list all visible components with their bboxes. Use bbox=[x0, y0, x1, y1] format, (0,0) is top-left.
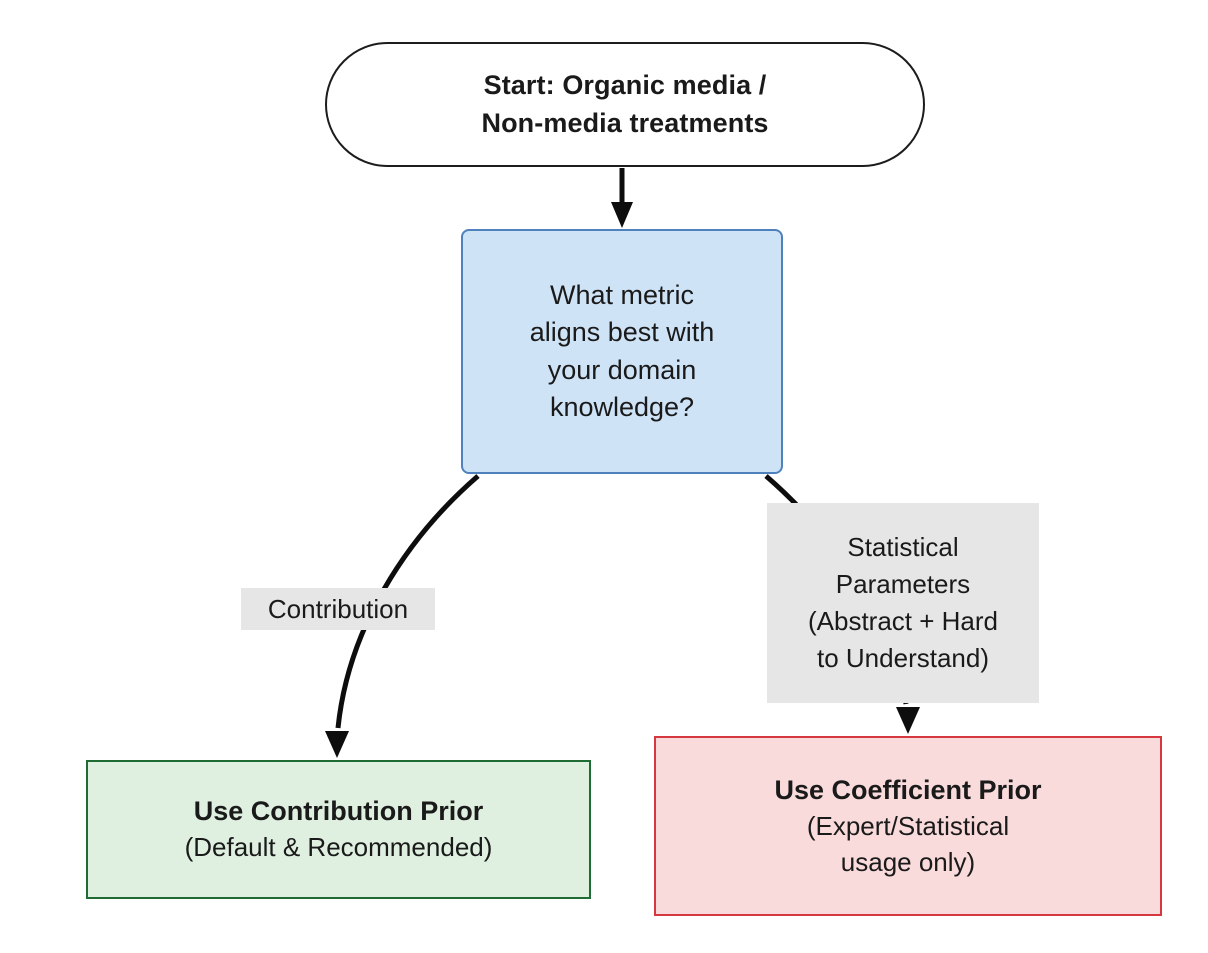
node-question-line2: aligns best with bbox=[529, 317, 715, 348]
arrowhead-question-to-coefficient bbox=[896, 707, 920, 734]
edge-label-contribution-text: Contribution bbox=[267, 593, 409, 624]
node-start bbox=[325, 42, 925, 167]
node-coefficient-prior-subtitle-line1: (Expert/Statistical bbox=[806, 810, 1010, 841]
node-start-line2: Non-media treatments bbox=[481, 107, 769, 138]
node-use-coefficient-prior bbox=[654, 736, 1162, 916]
node-question-line1: What metric bbox=[549, 280, 695, 310]
node-question-metric bbox=[461, 229, 783, 474]
arrowhead-question-to-contribution bbox=[325, 731, 349, 758]
node-use-contribution-prior bbox=[86, 760, 591, 899]
node-question-line4: knowledge? bbox=[549, 391, 695, 422]
node-coefficient-prior-title: Use Coefficient Prior bbox=[774, 774, 1042, 805]
node-start-line1: Start: Organic media / bbox=[483, 70, 767, 101]
node-question-line3: your domain bbox=[547, 354, 697, 385]
edge-label-statistical-line1: Statistical bbox=[847, 532, 959, 563]
node-contribution-prior-subtitle: (Default & Recommended) bbox=[184, 832, 493, 863]
node-coefficient-prior-subtitle-line2: usage only) bbox=[840, 846, 976, 877]
edge-label-statistical-line4: to Understand) bbox=[817, 642, 989, 673]
node-contribution-prior-title: Use Contribution Prior bbox=[193, 795, 484, 826]
edge-label-statistical-line2: Parameters bbox=[835, 569, 971, 600]
edge-label-contribution bbox=[241, 588, 435, 630]
edge-label-statistical-parameters bbox=[767, 503, 1039, 703]
edge-label-statistical-line3: (Abstract + Hard bbox=[807, 606, 998, 636]
arrowhead-start-to-question bbox=[611, 202, 633, 228]
